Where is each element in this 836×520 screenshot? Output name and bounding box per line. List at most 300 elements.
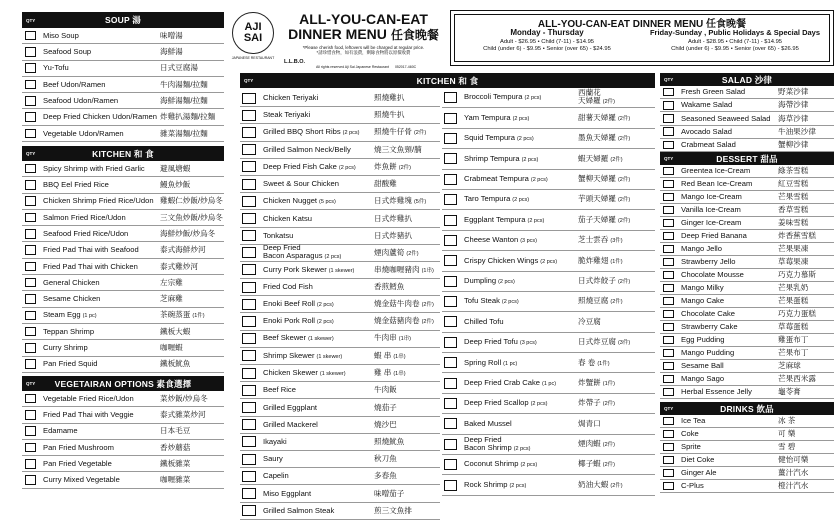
item-zh-text: 冰 茶 — [778, 416, 796, 426]
item-name-zh — [778, 193, 808, 201]
item-portion-zh: (5件) — [413, 198, 427, 205]
quantity-box[interactable] — [663, 375, 674, 384]
item-name-zh — [578, 297, 623, 306]
quantity-box[interactable] — [663, 127, 674, 136]
item-name-zh — [160, 344, 183, 352]
quantity-box[interactable] — [663, 219, 674, 228]
item-zh-text: 健怡可樂 — [778, 455, 809, 465]
quantity-box[interactable] — [242, 93, 256, 104]
quantity-box[interactable] — [663, 206, 674, 215]
item-portion-zh: (2件) — [406, 250, 419, 257]
item-name-en — [263, 244, 341, 261]
item-name-text: Shrimp Tempura — [464, 153, 520, 163]
item-zh-text: 奶油大蝦 — [578, 479, 609, 489]
item-name-en — [464, 338, 537, 347]
item-name-zh — [160, 444, 190, 452]
item-zh-text: 蟹柳沙律 — [778, 140, 809, 150]
quantity-box[interactable] — [663, 297, 674, 306]
item-zh-text: 秋刀魚 — [374, 454, 397, 464]
item-zh-text: 鰻魚炒飯 — [160, 180, 191, 190]
quantity-box[interactable] — [444, 398, 457, 409]
section-kitchen2 — [240, 73, 440, 520]
quantity-box[interactable] — [444, 153, 457, 164]
item-name-zh — [578, 379, 615, 388]
quantity-box[interactable] — [25, 80, 36, 90]
quantity-box[interactable] — [444, 459, 457, 470]
quantity-box[interactable] — [25, 196, 36, 206]
section-header-veg — [22, 376, 224, 391]
menu-item-row — [442, 312, 655, 332]
quantity-box[interactable] — [25, 164, 36, 174]
item-name-en — [263, 352, 342, 361]
quantity-box[interactable] — [25, 410, 36, 420]
item-name-zh — [778, 443, 795, 451]
section-dessert — [660, 152, 834, 399]
quantity-box[interactable] — [444, 418, 457, 429]
item-name-zh — [374, 455, 397, 463]
quantity-box[interactable] — [25, 311, 36, 321]
quantity-box[interactable] — [25, 213, 36, 223]
quantity-box[interactable] — [663, 336, 674, 345]
item-name-zh — [160, 246, 206, 254]
item-name-en — [263, 404, 317, 412]
item-name-en — [43, 81, 105, 89]
quantity-box[interactable] — [25, 359, 36, 369]
quantity-box[interactable] — [444, 174, 457, 185]
menu-item-row — [22, 93, 224, 109]
menu-item-row — [240, 159, 440, 176]
menu-item-row — [660, 99, 834, 112]
item-zh-text: 蝦天婦羅 — [578, 153, 609, 163]
quantity-box[interactable] — [663, 114, 674, 123]
menu-item-row — [660, 139, 834, 152]
item-zh-text: 照燒牛扒 — [374, 110, 405, 120]
item-name-text: Fried Pad Thai with Chicken — [43, 261, 138, 271]
item-name-text: Saury — [263, 454, 283, 464]
quantity-box[interactable] — [25, 129, 36, 139]
quantity-box[interactable] — [25, 180, 36, 190]
quantity-box[interactable] — [25, 294, 36, 304]
item-name-text: Sweet & Sour Chicken — [263, 179, 339, 189]
item-name-zh — [374, 472, 397, 480]
menu-item-row — [442, 190, 655, 210]
item-name-zh — [160, 197, 223, 205]
item-name-en — [681, 180, 752, 188]
quantity-box[interactable] — [242, 436, 256, 447]
item-name-en — [263, 232, 293, 240]
item-name-zh — [160, 279, 183, 287]
menu-item-row — [442, 455, 655, 475]
menu-item-row — [442, 272, 655, 292]
item-zh-text: 海鮮湯 — [160, 47, 183, 57]
quantity-box[interactable] — [663, 141, 674, 150]
item-name-text: Crabmeat Salad — [681, 140, 736, 150]
item-zh-text: 紅豆雪糕 — [778, 179, 809, 189]
quantity-box[interactable] — [242, 488, 256, 499]
quantity-box[interactable] — [242, 161, 256, 172]
item-name-en — [681, 271, 744, 279]
item-zh-text: 橙汁汽水 — [778, 481, 809, 491]
item-name-text: Grilled Eggplant — [263, 402, 318, 412]
item-portion-en: (1 skewer) — [308, 336, 334, 343]
item-name-zh — [778, 115, 808, 123]
item-name-zh — [778, 469, 808, 477]
item-name-text: Crabmeat Tempura — [464, 174, 529, 183]
quantity-box[interactable] — [663, 88, 674, 97]
item-name-text: Beef Udon/Ramen — [43, 79, 106, 89]
item-name-zh — [374, 197, 426, 206]
item-name-zh — [374, 404, 397, 412]
item-name-zh — [578, 318, 601, 326]
quantity-box[interactable] — [242, 230, 256, 241]
item-name-zh — [160, 476, 190, 484]
quantity-box[interactable] — [25, 245, 36, 255]
item-name-text: Vegetable Fried Rice/Udon — [43, 393, 134, 403]
item-zh-text: 芝麻球 — [778, 361, 801, 371]
quantity-box[interactable] — [242, 196, 256, 207]
item-name-en — [43, 476, 120, 484]
item-name-zh — [578, 420, 601, 428]
quantity-box[interactable] — [242, 385, 256, 396]
quantity-box[interactable] — [663, 443, 674, 452]
quantity-box[interactable] — [242, 127, 256, 138]
item-zh-text: 椰子蝦 — [578, 459, 601, 469]
quantity-box[interactable] — [663, 482, 674, 491]
quantity-box[interactable] — [663, 469, 674, 478]
menu-item-row — [22, 126, 224, 142]
item-portion-en: (2 pcs) — [516, 136, 534, 143]
quantity-box[interactable] — [25, 343, 36, 353]
menu-item-row — [442, 394, 655, 414]
item-zh-text: 鐵板雜菜 — [160, 459, 191, 469]
quantity-box[interactable] — [663, 232, 674, 241]
menu-item-row — [442, 353, 655, 373]
item-zh-text: 野菜沙律 — [778, 87, 809, 97]
quantity-box[interactable] — [25, 229, 36, 239]
quantity-box[interactable] — [25, 475, 36, 485]
quantity-box[interactable] — [242, 299, 256, 310]
item-name-en — [43, 411, 134, 419]
item-name-zh — [578, 399, 615, 408]
quantity-box[interactable] — [663, 258, 674, 267]
item-name-en — [464, 436, 531, 453]
item-name-zh — [778, 128, 816, 136]
item-name-en — [263, 94, 318, 102]
quantity-box[interactable] — [25, 47, 36, 57]
item-name-zh — [160, 395, 208, 403]
item-portion-en: (2 pcs) — [324, 254, 342, 261]
item-name-text: C-Plus — [681, 481, 704, 491]
item-portion-zh: (1串) — [398, 336, 412, 343]
item-name-text: Herbal Essence Jelly — [681, 387, 752, 397]
item-name-en — [681, 375, 724, 383]
menu-item-row — [240, 331, 440, 348]
menu-item-row — [660, 269, 834, 282]
item-name-text: Fried Pad Thai with Veggie — [43, 410, 134, 420]
quantity-box[interactable] — [663, 101, 674, 110]
quantity-box[interactable] — [663, 430, 674, 439]
item-name-text: Chicken Katsu — [263, 213, 312, 223]
quantity-box[interactable] — [444, 235, 457, 246]
quantity-box[interactable] — [444, 357, 457, 368]
menu-item-row — [240, 193, 440, 210]
quantity-box[interactable] — [444, 296, 457, 307]
item-name-zh — [778, 284, 808, 292]
item-name-text: Eggplant Tempura — [464, 214, 526, 224]
quantity-box[interactable] — [242, 350, 256, 361]
item-zh-text: 芝麻雞 — [160, 294, 183, 304]
quantity-box[interactable] — [25, 327, 36, 337]
menu-item-row — [660, 178, 834, 191]
price-box-title: ALL-YOU-CAN-EAT DINNER MENU 任食晚餐 — [537, 19, 747, 30]
quantity-box[interactable] — [444, 378, 457, 389]
quantity-box[interactable] — [444, 113, 457, 124]
menu-item-row — [240, 90, 440, 107]
quantity-box[interactable] — [663, 323, 674, 332]
menu-item-row — [22, 472, 224, 488]
qty-label: QTY — [664, 156, 674, 161]
quantity-box[interactable] — [242, 333, 256, 344]
menu-item-row — [22, 242, 224, 258]
item-portion-en: (2 pcs) — [342, 130, 360, 137]
item-name-en — [681, 141, 736, 149]
item-name-en — [464, 460, 537, 469]
item-portion-en: (2 pcs) — [520, 462, 538, 469]
item-zh-text: 菜炒飯/炒烏冬 — [160, 393, 208, 403]
quantity-box[interactable] — [663, 193, 674, 202]
item-name-text: Sesame Ball — [681, 361, 724, 371]
item-zh-text: 墨魚天婦羅 — [578, 133, 616, 143]
item-name-en — [681, 193, 742, 201]
item-name-en — [464, 297, 519, 306]
item-name-text: Chilled Tofu — [464, 317, 504, 327]
quantity-box[interactable] — [25, 278, 36, 288]
item-name-zh — [778, 232, 816, 240]
quantity-box[interactable] — [242, 264, 256, 275]
menu-item-row — [22, 291, 224, 307]
menu-title-zh: 任食晚餐 — [390, 28, 439, 42]
item-name-zh — [578, 89, 615, 106]
item-zh-text: 左宗雞 — [160, 277, 183, 287]
item-name-zh — [578, 359, 610, 368]
item-name-text: Tofu Steak — [464, 296, 500, 306]
item-name-zh — [778, 310, 816, 318]
item-name-en — [263, 455, 283, 463]
item-zh-text: 日式炸餃子 — [578, 275, 616, 285]
item-name-zh — [778, 349, 808, 357]
item-zh-text: 芒果西米露 — [778, 374, 816, 384]
quantity-box[interactable] — [242, 419, 256, 430]
item-name-text: Crispy Chicken Wings — [464, 255, 539, 265]
quantity-box[interactable] — [242, 402, 256, 413]
weekend-prices — [641, 28, 829, 52]
item-name-text: Edamame — [43, 426, 78, 436]
item-zh-text: 雜菜湯麵/拉麵 — [160, 128, 208, 138]
item-name-text: Pan Fried Squid — [43, 359, 98, 369]
section-header-kitchen-main — [240, 73, 655, 88]
quantity-box[interactable] — [242, 110, 256, 121]
item-name-zh — [160, 360, 190, 368]
quantity-box[interactable] — [242, 368, 256, 379]
item-portion-zh: (1串) — [421, 267, 434, 274]
quantity-box[interactable] — [25, 63, 36, 73]
item-zh-text: 芒果乳奶 — [778, 283, 809, 293]
item-portion-zh: (2件) — [617, 197, 631, 204]
item-portion-zh: (2件) — [413, 130, 427, 137]
item-name-en — [681, 388, 752, 396]
quantity-box[interactable] — [25, 459, 36, 469]
quantity-box[interactable] — [444, 439, 457, 450]
item-zh-text: 草莓果凍 — [778, 257, 809, 267]
quantity-box[interactable] — [663, 245, 674, 254]
section-header-dessert — [660, 152, 834, 165]
quantity-box[interactable] — [663, 388, 674, 397]
item-name-zh — [578, 236, 623, 245]
item-zh-line2: 天婦羅 — [578, 96, 601, 106]
quantity-box[interactable] — [663, 456, 674, 465]
quantity-box[interactable] — [242, 454, 256, 465]
quantity-box[interactable] — [663, 310, 674, 319]
item-name-en — [43, 214, 126, 222]
item-name-zh — [778, 375, 816, 383]
item-name-en — [263, 283, 313, 291]
quantity-box[interactable] — [25, 426, 36, 436]
quantity-box[interactable] — [242, 213, 256, 224]
item-name-en — [681, 417, 705, 425]
quantity-box[interactable] — [242, 316, 256, 327]
qty-label: QTY — [26, 17, 36, 23]
menu-item-row — [660, 373, 834, 386]
menu-item-row — [22, 407, 224, 423]
menu-item-row — [660, 295, 834, 308]
quantity-box[interactable] — [444, 255, 457, 266]
menu-item-row — [22, 456, 224, 472]
item-portion-en: (2 pcs) — [501, 299, 519, 306]
quantity-box[interactable] — [663, 417, 674, 426]
qty-label: QTY — [664, 406, 674, 411]
quantity-box[interactable] — [25, 262, 36, 272]
item-zh-text: 照燒雞扒 — [374, 93, 405, 103]
item-name-zh — [374, 438, 404, 446]
item-name-text: Ginger Ale — [681, 468, 717, 478]
item-name-zh — [374, 369, 406, 378]
menu-item-row — [442, 373, 655, 393]
quantity-box[interactable] — [242, 144, 256, 155]
item-name-text: Ikayaki — [263, 437, 287, 447]
item-portion-zh: (1件) — [602, 380, 616, 387]
item-name-zh — [160, 411, 206, 419]
quantity-box[interactable] — [242, 247, 256, 258]
section-header-soup — [22, 12, 224, 28]
item-zh-text: 日式炸雞塊 — [374, 195, 412, 205]
section-salad — [660, 73, 834, 152]
menu-item-row — [240, 124, 440, 141]
quantity-box[interactable] — [242, 282, 256, 293]
qty-label: QTY — [664, 77, 674, 82]
item-portion-en: (2 pcs) — [524, 95, 542, 102]
section-title-veg: VEGETAIRAN OPTIONS 素食選擇 — [54, 378, 192, 389]
item-name-text: Deep Fried Scallop — [464, 398, 529, 408]
quantity-box[interactable] — [444, 215, 457, 226]
quantity-box[interactable] — [444, 480, 457, 491]
menu-item-row — [240, 417, 440, 434]
quantity-box[interactable] — [663, 349, 674, 358]
quantity-box[interactable] — [444, 194, 457, 205]
item-zh-text: 雪 碧 — [778, 442, 796, 452]
quantity-box[interactable] — [444, 316, 457, 327]
item-zh-text: 芒果布丁 — [778, 348, 809, 358]
item-portion-zh: (2件) — [617, 177, 631, 183]
leftover-note-en: *Please cherish food, leftovers will be charged at regular price. — [302, 45, 425, 50]
item-portion-zh: (2件) — [617, 278, 631, 285]
menu-item-row — [22, 308, 224, 324]
quantity-box[interactable] — [444, 92, 457, 103]
item-zh-text: 味噌茄子 — [374, 488, 405, 498]
menu-item-row — [660, 454, 834, 467]
item-zh-text: 蟹柳天婦羅 — [578, 174, 616, 183]
menu-item-row — [240, 296, 440, 313]
item-name-zh — [578, 460, 615, 469]
quantity-box[interactable] — [242, 179, 256, 190]
logo-ring-text: JAPANESE RESTAURANT — [231, 56, 275, 60]
item-zh-text: 茄子天婦羅 — [578, 214, 616, 224]
menu-item-row — [660, 126, 834, 139]
item-zh-text: 芒果雪糕 — [778, 192, 809, 202]
item-name-zh — [160, 130, 208, 138]
menu-item-row — [22, 424, 224, 440]
item-name-text: Miso Eggplant — [263, 488, 312, 498]
item-name-en — [263, 215, 312, 223]
menu-item-row — [442, 149, 655, 169]
item-name-zh — [578, 175, 630, 184]
quantity-box[interactable] — [444, 276, 457, 287]
item-name-text: Coconut Shrimp — [464, 459, 519, 469]
item-name-text: Mango Cake — [681, 296, 725, 306]
quantity-box[interactable] — [663, 167, 674, 176]
menu-item-row — [660, 347, 834, 360]
item-portion-zh: (2件) — [617, 136, 631, 143]
quantity-box[interactable] — [663, 284, 674, 293]
quantity-box[interactable] — [242, 471, 256, 482]
quantity-box[interactable] — [25, 443, 36, 453]
item-portion-zh: (2件) — [602, 462, 616, 469]
item-name-zh — [778, 88, 808, 96]
item-zh-text: 姜味雪糕 — [778, 218, 809, 228]
section-drinks — [660, 402, 834, 493]
quantity-box[interactable] — [25, 96, 36, 106]
item-portion-zh: (3件) — [610, 238, 623, 245]
menu-item-row — [22, 177, 224, 193]
quantity-box[interactable] — [242, 505, 256, 516]
item-name-en — [43, 197, 154, 205]
quantity-box[interactable] — [444, 133, 457, 144]
menu-item-row — [240, 485, 440, 502]
item-name-text: Greentea Ice-Cream — [681, 166, 751, 176]
quantity-box[interactable] — [663, 271, 674, 280]
item-name-en — [681, 469, 716, 477]
quantity-box[interactable] — [25, 112, 36, 122]
item-name-zh — [160, 48, 183, 56]
quantity-box[interactable] — [25, 31, 36, 41]
quantity-box[interactable] — [663, 362, 674, 371]
quantity-box[interactable] — [25, 394, 36, 404]
item-zh-text: 燒三文魚頸/腩 — [374, 144, 422, 154]
menu-title-line1: ALL-YOU-CAN-EAT — [299, 11, 428, 27]
quantity-box[interactable] — [444, 337, 457, 348]
quantity-box[interactable] — [663, 180, 674, 189]
section-title-dessert: DESSERT 甜品 — [716, 153, 778, 164]
item-portion-en: (1 skewer) — [328, 267, 355, 274]
